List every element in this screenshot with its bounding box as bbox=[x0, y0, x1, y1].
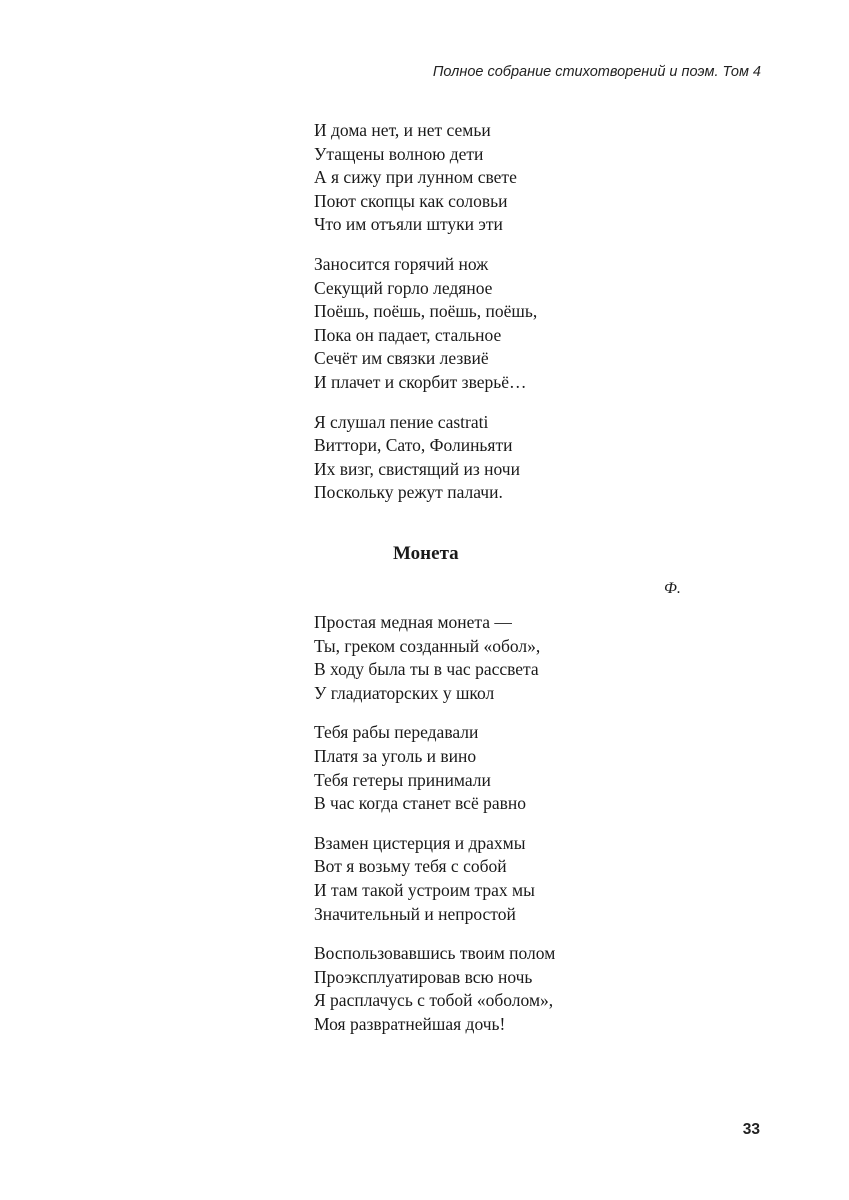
stanza bbox=[314, 411, 734, 505]
poem-line: Поскольку режут палачи. bbox=[314, 482, 503, 503]
stanza bbox=[314, 611, 734, 705]
poem-continued bbox=[314, 119, 734, 521]
poem-line: Заносится горячий нож bbox=[314, 253, 489, 274]
poem-title: Монета bbox=[393, 543, 459, 564]
stanza bbox=[314, 119, 734, 237]
poem-line: Секущий горло ледяное bbox=[314, 277, 493, 298]
poem-line: В ходу была ты в час рассвета bbox=[314, 659, 539, 680]
poem-dedication: Ф. bbox=[664, 580, 681, 597]
poem-line: Проэксплуатировав всю ночь bbox=[314, 966, 533, 987]
poem-line: Что им отъяли штуки эти bbox=[314, 214, 503, 235]
stanza bbox=[314, 253, 734, 395]
stanza bbox=[314, 721, 734, 815]
stanza bbox=[314, 942, 734, 1036]
poem-line: Значительный и непростой bbox=[314, 903, 516, 924]
poem-line: Их визг, свистящий из ночи bbox=[314, 458, 520, 479]
poem-line: А я сижу при лунном свете bbox=[314, 167, 517, 188]
poem-line: И дома нет, и нет семьи bbox=[314, 120, 491, 140]
poem-line: Я слушал пение castrati bbox=[314, 411, 489, 432]
poem-line: У гладиаторских у школ bbox=[314, 682, 495, 703]
poem-line: Поёшь, поёшь, поёшь, поёшь, bbox=[314, 301, 538, 322]
poem-line: Вот я возьму тебя с собой bbox=[314, 856, 507, 877]
poem-line: Пока он падает, стальное bbox=[314, 324, 502, 345]
poem-line: Тебя гетеры принимали bbox=[314, 769, 491, 790]
poem-body bbox=[314, 611, 734, 1053]
poem-line: Ты, греком созданный «обол», bbox=[314, 635, 541, 656]
poem-line: Поют скопцы как соловьи bbox=[314, 190, 508, 211]
page-number: 33 bbox=[742, 1121, 760, 1138]
poem-line: Воспользовавшись твоим полом bbox=[314, 943, 556, 964]
poem-line: Утащены волною дети bbox=[314, 143, 484, 164]
poem-line: И там такой устроим трах мы bbox=[314, 879, 535, 900]
poem-line: Тебя рабы передавали bbox=[314, 722, 479, 743]
running-head: Полное собрание стихотворений и поэм. Том 4 bbox=[432, 64, 761, 80]
stanza bbox=[314, 832, 734, 926]
poem-line: Моя развратнейшая дочь! bbox=[314, 1013, 506, 1034]
poem-line: Платя за уголь и вино bbox=[314, 745, 477, 766]
poem-line: В час когда станет всё равно bbox=[314, 793, 526, 814]
poem-line: Виттори, Сато, Фолиньяти bbox=[314, 435, 513, 456]
poem-line: Сечёт им связки лезвиё bbox=[314, 348, 489, 369]
poem-line: И плачет и скорбит зверьё… bbox=[314, 371, 527, 392]
poem-line: Взамен цистерция и драхмы bbox=[314, 832, 526, 853]
poem-line: Простая медная монета — bbox=[314, 612, 512, 632]
poem-line: Я расплачусь с тобой «оболом», bbox=[314, 990, 554, 1011]
